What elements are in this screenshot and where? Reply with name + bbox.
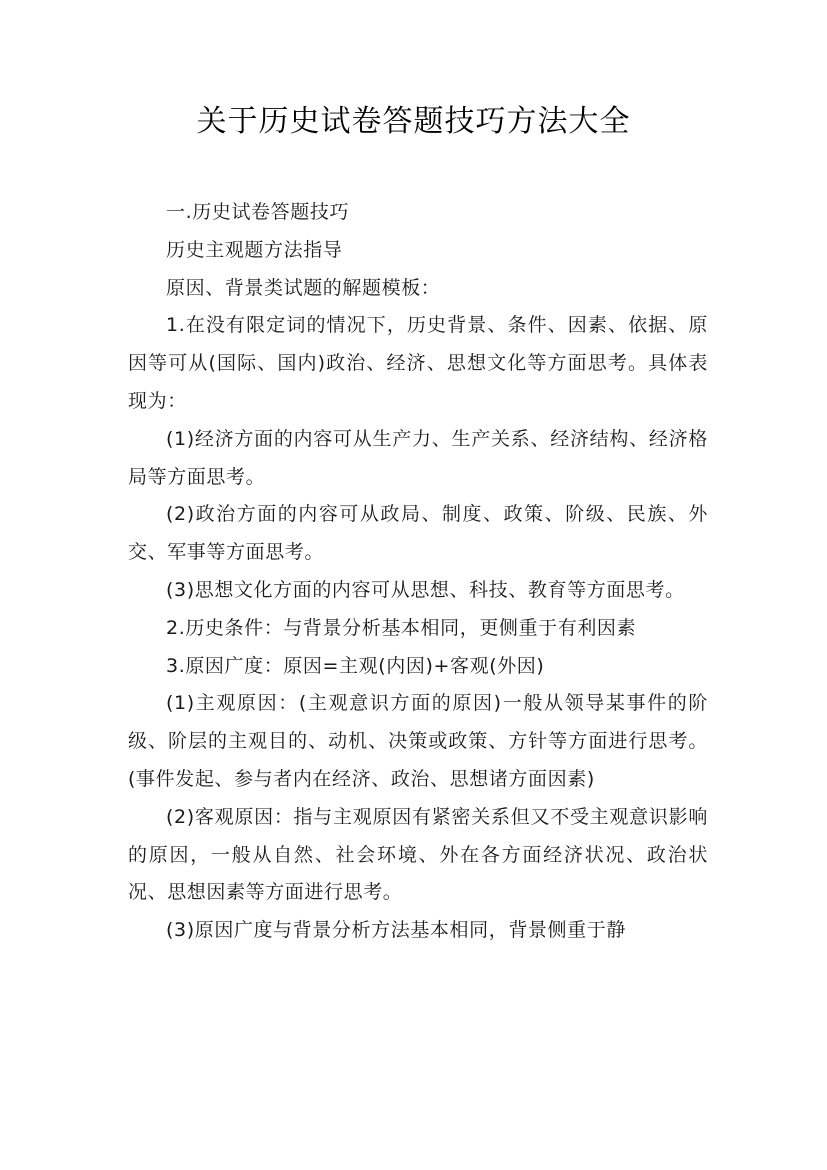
paragraph-item-1-culture: (3)思想文化方面的内容可从思想、科技、教育等方面思考。	[166, 578, 685, 601]
paragraph-section-heading: 一.历史试卷答题技巧	[166, 201, 350, 223]
paragraph-item-1: 1.在没有限定词的情况下，历史背景、条件、因素、依据、原因等可从(国际、国内)政治、经济、思想文化等方面思考。具体表现为：	[128, 314, 708, 412]
paragraph-item-2: 2.历史条件：与背景分析基本相同，更侧重于有利因素	[166, 616, 637, 639]
paragraph-subheading: 历史主观题方法指导	[166, 238, 343, 261]
paragraph-item-3-breadth: (3)原因广度与背景分析方法基本相同，背景侧重于静	[166, 919, 626, 942]
paragraph-template-intro: 原因、背景类试题的解题模板：	[166, 276, 441, 299]
paragraph-item-1-politics: (2)政治方面的内容可从政局、制度、政策、阶级、民族、外交、军事等方面思考。	[128, 503, 708, 564]
paragraph-item-1-economy: (1)经济方面的内容可从生产力、生产关系、经济结构、经济格局等方面思考。	[128, 427, 708, 488]
document-title: 关于历史试卷答题技巧方法大全	[196, 104, 631, 139]
document-body	[128, 194, 708, 950]
paragraph-item-3-subjective: (1)主观原因：(主观意识方面的原因)一般从领导某事件的阶级、阶层的主观目的、动机、决策或政策、方针等方面进行思考。(事件发起、参与者内在经济、政治、思想诸方面因素)	[128, 692, 708, 790]
paragraph-item-3-objective: (2)客观原因：指与主观原因有紧密关系但又不受主观意识影响的原因，一般从自然、社会环境、外在各方面经济状况、政治状况、思想因素等方面进行思考。	[128, 805, 708, 904]
paragraph-item-3: 3.原因广度：原因=主观(内因)+客观(外因)	[166, 654, 545, 677]
